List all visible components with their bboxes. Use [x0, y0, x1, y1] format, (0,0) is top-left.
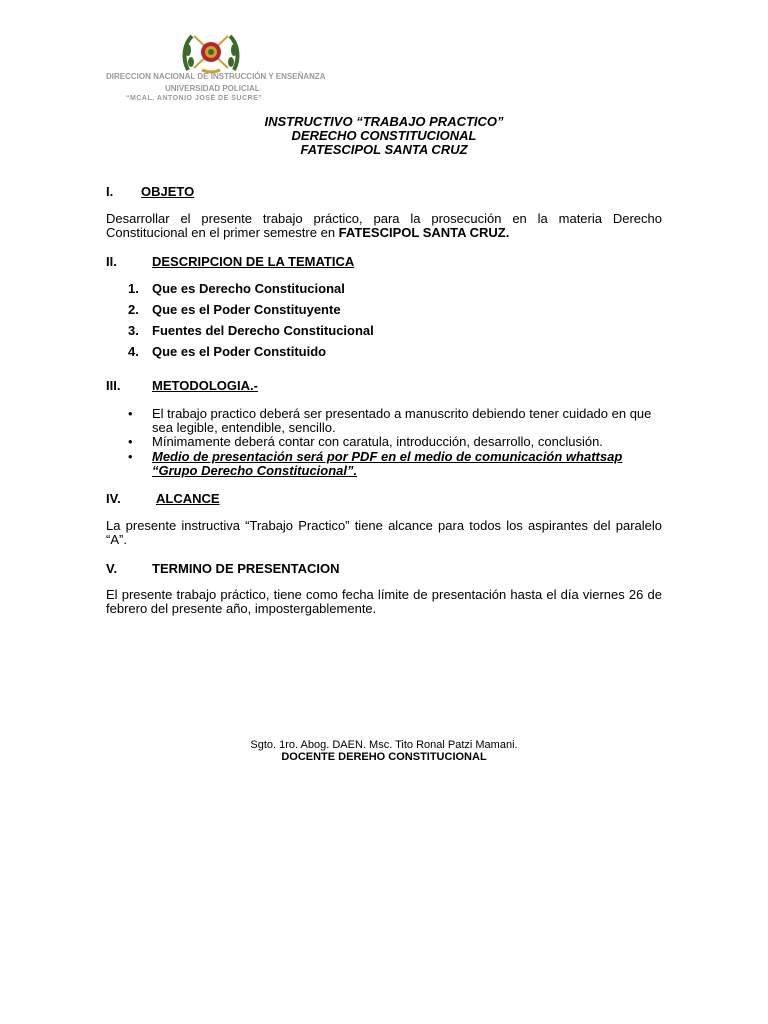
section-label: DESCRIPCION DE LA TEMATICA: [152, 254, 355, 269]
document-title-line-1: INSTRUCTIVO “TRABAJO PRACTICO”: [264, 114, 504, 129]
objeto-text: Desarrollar el presente trabajo práctico, para la prosecución en la materia Derecho Constitucional en el primer semestre en: [106, 211, 662, 240]
section-label: ALCANCE: [156, 491, 220, 506]
list-item-number: 2.: [128, 302, 139, 317]
bullet-icon: •: [128, 449, 133, 464]
section-label: TERMINO DE PRESENTACION: [152, 561, 340, 576]
institution-line-3: “MCAL. ANTONIO JOSÉ DE SUCRE”: [126, 95, 263, 102]
section-objeto-text: [106, 212, 662, 240]
section-number: IV.: [106, 491, 121, 506]
section-label: METODOLOGIA.-: [152, 378, 258, 393]
list-item: [128, 323, 374, 338]
section-number: V.: [106, 561, 118, 576]
section-alcance-text: La presente instructiva “Trabajo Practico” tiene alcance para todos los aspirantes del paralelo “A”.: [106, 518, 662, 547]
bullet-icon: •: [128, 434, 133, 449]
list-item: [128, 281, 345, 296]
list-item-text: Fuentes del Derecho Constitucional: [152, 323, 374, 338]
list-item-text: Que es el Poder Constituido: [152, 344, 327, 359]
institution-line-1: DIRECCION NACIONAL DE INSTRUCCIÓN Y ENSEÑANZA: [106, 72, 326, 81]
bullet-icon: •: [128, 406, 133, 421]
list-item-number: 4.: [128, 344, 139, 359]
section-number: II.: [106, 254, 117, 269]
section-label: OBJETO: [141, 184, 195, 199]
list-item-number: 1.: [128, 281, 139, 296]
bullet-text: Mínimamente deberá contar con caratula, introducción, desarrollo, conclusión.: [152, 434, 603, 449]
list-item: [128, 344, 326, 359]
signature-role: DOCENTE DEREHO CONSTITUCIONAL: [281, 751, 487, 763]
list-item-text: Que es Derecho Constitucional: [152, 281, 345, 296]
institution-line-2: UNIVERSIDAD POLICIAL: [165, 84, 260, 93]
section-number: III.: [106, 378, 121, 393]
document-title-line-2: DERECHO CONSTITUCIONAL: [291, 128, 477, 143]
bullet-item: [128, 435, 662, 449]
list-item: [128, 302, 341, 317]
bullet-item: [128, 407, 662, 435]
section-termino-text: El presente trabajo práctico, tiene como fecha límite de presentación hasta el día viernes 26 de febrero del presente año, impostergablemente.: [106, 587, 662, 616]
bullet-text-emphasis: Medio de presentación será por PDF en el medio de comunicación whattsap “Grupo Derecho Constitucional”.: [152, 449, 623, 478]
bullet-item: [128, 450, 662, 478]
police-crest-icon: [180, 30, 242, 74]
signature-name: Sgto. 1ro. Abog. DAEN. Msc. Tito Ronal Patzi Mamani.: [250, 739, 518, 751]
list-item-text: Que es el Poder Constituyente: [152, 302, 341, 317]
section-number: I.: [106, 184, 114, 199]
objeto-text-bold: FATESCIPOL SANTA CRUZ.: [338, 225, 510, 240]
document-title-line-3: FATESCIPOL SANTA CRUZ: [300, 142, 468, 157]
list-item-number: 3.: [128, 323, 139, 338]
bullet-text: El trabajo practico deberá ser presentado a manuscrito debiendo tener cuidado en que sea legible, entendible, sencillo.: [152, 406, 652, 435]
